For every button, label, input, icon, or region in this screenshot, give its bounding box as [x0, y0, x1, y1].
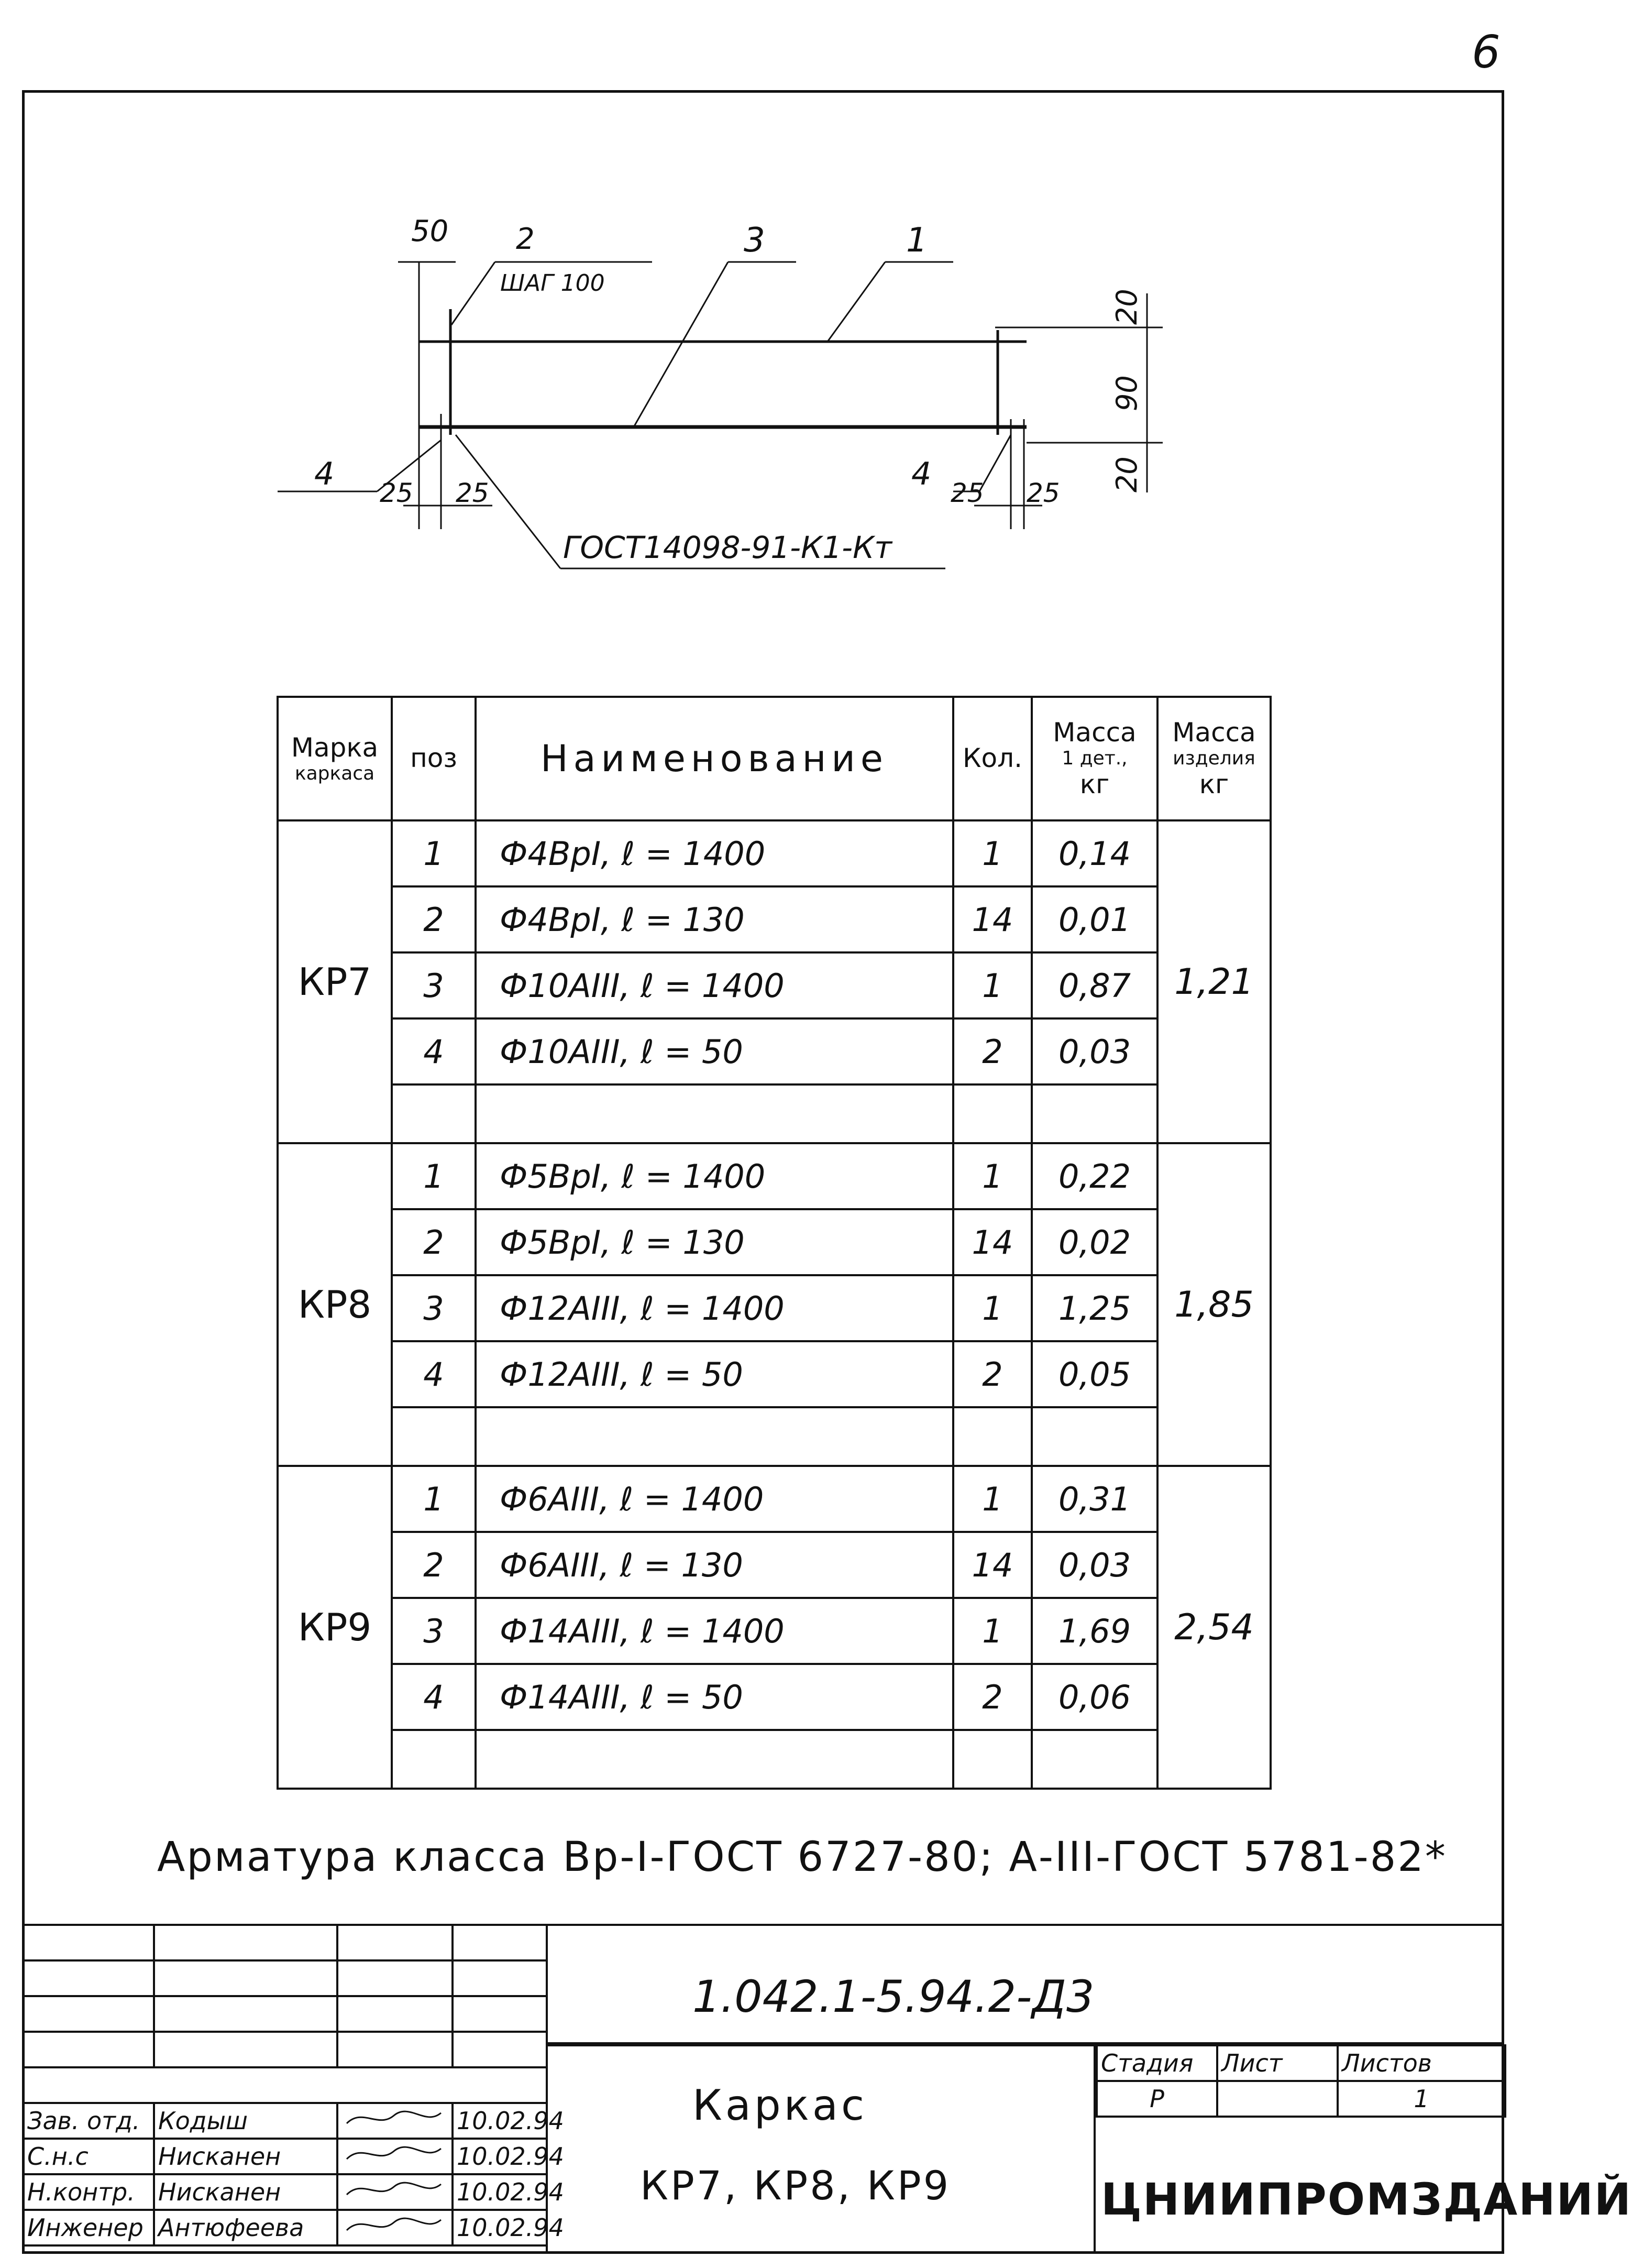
position-cell: 2 [392, 886, 476, 952]
position-cell: 2 [392, 1209, 476, 1275]
signature-date: 10.02.94 [453, 2103, 547, 2139]
signer-name: Антюфеева [154, 2210, 337, 2245]
signature-row [23, 2103, 547, 2139]
name-cell: Ф14АIII, ℓ = 50 [476, 1664, 953, 1730]
position-cell: 2 [392, 1532, 476, 1598]
cage-mark: КР7 [278, 820, 392, 1143]
name-cell: Ф4ВрI, ℓ = 1400 [476, 820, 953, 886]
position-cell: 4 [392, 1341, 476, 1407]
sheet-value [1217, 2081, 1338, 2117]
callout-3: 3 [744, 221, 765, 260]
dim-90: 90 [1110, 375, 1143, 411]
signer-role: Инженер [23, 2210, 154, 2245]
header-total-mass: Масса изделия кг [1157, 697, 1271, 820]
header-mark: Марка каркаса [278, 697, 392, 820]
dim-20-top: 20 [1110, 289, 1143, 325]
qty-cell: 1 [953, 820, 1032, 886]
table-row [278, 1598, 1271, 1664]
qty-cell: 1 [953, 1466, 1032, 1532]
signer-role: С.н.с [23, 2139, 154, 2174]
cage-mark: КР8 [278, 1143, 392, 1466]
unit-mass-cell: 0,05 [1032, 1341, 1157, 1407]
unit-mass-cell: 0,06 [1032, 1664, 1157, 1730]
table-row [278, 1532, 1271, 1598]
name-cell: Ф5ВрI, ℓ = 130 [476, 1209, 953, 1275]
signature-table [22, 2102, 564, 2247]
name-cell: Ф6АIII, ℓ = 130 [476, 1532, 953, 1598]
table-row [278, 886, 1271, 952]
header-pos: поз [392, 697, 476, 820]
organization-name: ЦНИИПРОМЗДАНИЙ [1101, 2174, 1632, 2225]
table-row [278, 820, 1271, 886]
stage-header: Стадия [1097, 2045, 1217, 2081]
unit-mass-cell: 0,31 [1032, 1466, 1157, 1532]
name-cell: Ф4ВрI, ℓ = 130 [476, 886, 953, 952]
dim-25-c: 25 [951, 478, 984, 508]
position-cell: 1 [392, 820, 476, 886]
position-cell: 1 [392, 1466, 476, 1532]
callout-2: 2 [516, 222, 535, 256]
position-cell: 4 [392, 1018, 476, 1084]
signature-mark [337, 2174, 453, 2210]
dim-25-b: 25 [456, 478, 489, 508]
position-cell: 1 [392, 1143, 476, 1209]
signature-mark [337, 2210, 453, 2245]
specification-table [277, 696, 1272, 1790]
unit-mass-cell: 0,14 [1032, 820, 1157, 886]
qty-cell: 2 [953, 1664, 1032, 1730]
table-row [278, 1275, 1271, 1341]
table-header-row [278, 697, 1271, 820]
signature-row [23, 2210, 547, 2245]
dim-50: 50 [411, 214, 449, 248]
signer-name: Нисканен [154, 2139, 337, 2174]
unit-mass-cell: 0,22 [1032, 1143, 1157, 1209]
qty-cell: 14 [953, 886, 1032, 952]
cage-mark: КР9 [278, 1466, 392, 1789]
title-box [546, 2044, 1096, 2254]
qty-cell: 2 [953, 1018, 1032, 1084]
table-row [278, 1143, 1271, 1209]
unit-mass-cell: 0,87 [1032, 952, 1157, 1018]
document-code: 1.042.1-5.94.2-Д3 [692, 1971, 1095, 2022]
dim-25-a: 25 [380, 478, 413, 508]
callout-4-left: 4 [314, 456, 335, 492]
total-mass-cell: 1,21 [1157, 820, 1271, 1143]
cage-drawing [0, 0, 1541, 629]
qty-cell: 1 [953, 1275, 1032, 1341]
total-mass-cell: 2,54 [1157, 1466, 1271, 1789]
position-cell: 3 [392, 1598, 476, 1664]
stage-value: Р [1097, 2081, 1217, 2117]
signer-role: Н.контр. [23, 2174, 154, 2210]
header-qty: Кол. [953, 697, 1032, 820]
name-cell: Ф10АIII, ℓ = 50 [476, 1018, 953, 1084]
page-number: 6 [1472, 26, 1501, 79]
signature-date: 10.02.94 [453, 2210, 547, 2245]
signer-role: Зав. отд. [23, 2103, 154, 2139]
table-row [278, 1018, 1271, 1084]
signature-row [23, 2174, 547, 2210]
sheets-header: Листов [1338, 2045, 1505, 2081]
unit-mass-cell: 0,03 [1032, 1532, 1157, 1598]
name-cell: Ф12АIII, ℓ = 1400 [476, 1275, 953, 1341]
name-cell: Ф14АIII, ℓ = 1400 [476, 1598, 953, 1664]
spacer-row [278, 1407, 1271, 1466]
table-row [278, 1341, 1271, 1407]
position-cell: 3 [392, 952, 476, 1018]
total-mass-cell: 1,85 [1157, 1143, 1271, 1466]
position-cell: 3 [392, 1275, 476, 1341]
qty-cell: 1 [953, 952, 1032, 1018]
dim-20-bottom: 20 [1110, 456, 1143, 492]
spacer-row [278, 1084, 1271, 1143]
unit-mass-cell: 1,69 [1032, 1598, 1157, 1664]
position-cell: 4 [392, 1664, 476, 1730]
qty-cell: 1 [953, 1598, 1032, 1664]
signature-mark [337, 2103, 453, 2139]
qty-cell: 14 [953, 1209, 1032, 1275]
unit-mass-cell: 0,02 [1032, 1209, 1157, 1275]
header-name: Наименование [476, 697, 953, 820]
signature-mark [337, 2139, 453, 2174]
table-row [278, 1209, 1271, 1275]
table-row [278, 1664, 1271, 1730]
header-unit-mass: Масса 1 дет., кг [1032, 697, 1157, 820]
drawing-title: Каркас [692, 2081, 867, 2130]
name-cell: Ф5ВрI, ℓ = 1400 [476, 1143, 953, 1209]
signer-name: Нисканен [154, 2174, 337, 2210]
signature-date: 10.02.94 [453, 2174, 547, 2210]
signer-name: Кодыш [154, 2103, 337, 2139]
weld-reference: ГОСТ14098-91-К1-Кт [563, 530, 892, 565]
name-cell: Ф12АIII, ℓ = 50 [476, 1341, 953, 1407]
callout-1: 1 [906, 221, 928, 260]
sheet-header: Лист [1217, 2045, 1338, 2081]
revision-grid [22, 1924, 548, 2068]
qty-cell: 1 [953, 1143, 1032, 1209]
dim-25-d: 25 [1027, 478, 1060, 508]
name-cell: Ф10АIII, ℓ = 1400 [476, 952, 953, 1018]
unit-mass-cell: 1,25 [1032, 1275, 1157, 1341]
reinforcement-note: Арматура класса Вр-I-ГОСТ 6727-80; А-III-ГОСТ 5781-82* [157, 1834, 1447, 1881]
drawing-subtitle: КР7, КР8, КР9 [640, 2162, 951, 2209]
callout-4-right: 4 [911, 456, 932, 492]
signature-row [23, 2139, 547, 2174]
table-row [278, 952, 1271, 1018]
unit-mass-cell: 0,01 [1032, 886, 1157, 952]
stage-table [1096, 2044, 1506, 2118]
title-block [22, 1924, 1632, 2254]
table-row [278, 1466, 1271, 1532]
sheets-value: 1 [1338, 2081, 1505, 2117]
unit-mass-cell: 0,03 [1032, 1018, 1157, 1084]
qty-cell: 14 [953, 1532, 1032, 1598]
signature-date: 10.02.94 [453, 2139, 547, 2174]
name-cell: Ф6АIII, ℓ = 1400 [476, 1466, 953, 1532]
spacer-row [278, 1730, 1271, 1789]
step-label: ШАГ 100 [500, 270, 605, 297]
qty-cell: 2 [953, 1341, 1032, 1407]
